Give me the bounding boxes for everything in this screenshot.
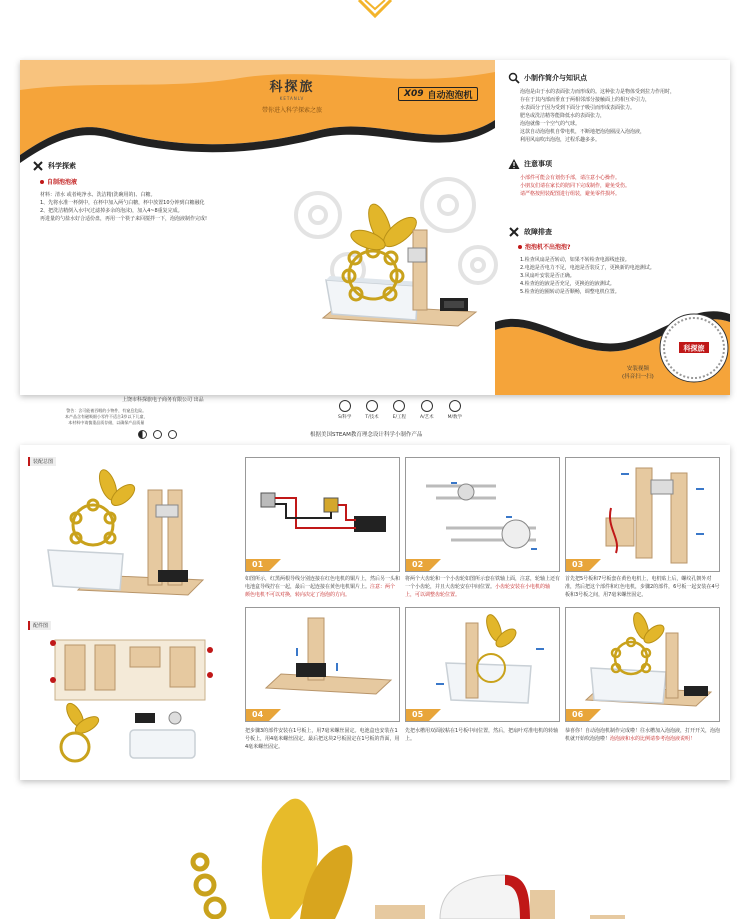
warning-line: 本产品含有磁吸细小零件不适合3岁以下儿童， [65,414,148,419]
warning-block [65,408,148,426]
caution-line: 小部件可能会有划伤手部，请注意小心操作。 [520,175,621,181]
gear-axle-illustration [406,458,561,573]
steam-label: T/技术 [365,415,379,420]
install-line2: (抖音扫一扫) [622,374,654,380]
step-box [245,457,400,572]
step-box [565,607,720,722]
knowledge-line: 水表面分子因为受到下面分子吸引而形成表面张力。 [520,105,636,111]
knowledge-line: 泡泡是由于水的表面张力而形成的。这种张力是物体受到拉力作用时， [520,89,676,95]
completed-machine-illustration [566,608,721,723]
step-text: 先把水槽用双面胶粘在1号板中间位置，然后，把扇叶对准电机的转轴上。 [405,728,559,742]
tub-fan-illustration [406,608,561,723]
explore-line: 2、把洗洁精倒入水中(过滤掉多余的泡沫)，加入4~8重复完成。 [40,208,183,214]
top-chevron-icon [355,0,395,22]
brand-title: 科探旅 [269,80,315,95]
bubble-machine-illustration [318,200,478,340]
knowledge-line: 利用风扇吹出泡泡，过程乐趣多多。 [520,137,601,143]
step-description [405,575,560,599]
knowledge-heading [508,72,587,84]
steam-label: A/艺术 [420,415,434,420]
knowledge-line: 存在于其内部而垂直于两相邻部分接触面上的相互牵引力， [520,97,651,103]
step-number: 03 [566,559,589,571]
yin-yang-icon [138,430,147,439]
steam-label: E/工程 [392,415,406,420]
wiring-diagram-illustration [246,458,401,573]
brand-block [252,76,332,114]
steam-line: 根据美国STEAM教育理念设计科学小制作产品 [310,432,423,438]
bottom-product-closeup [0,790,750,919]
base-mount-illustration [246,608,401,723]
knowledge-body [520,88,675,144]
warning-line: 警告：含可能被吞咽的小物件，有窒息危险。 [66,408,147,413]
knowledge-line: 肥皂或洗洁精等能降低水的表面张力， [520,113,606,119]
step-text: 如图所示，红黑两根导线分别连接在红色电机的铜片上，然后另一头和电池盒导线拧在一起，最后一起连接在黄色电机铜片上。 [245,576,401,590]
steam-item-engineering [393,400,406,420]
steam-item-technology [365,400,378,420]
motor-board-illustration [566,458,721,573]
caution-line: 请严格按照装配图进行组装，避免零件损坏。 [520,191,621,197]
steam-label: S/科学 [338,415,352,420]
product-tag [398,87,478,101]
engineering-icon [393,400,405,412]
troubleshoot-line: 1.检查风扇是否转动，如果不转检查电源线连接。 [520,257,630,263]
caution-line: 小朋友们请在家长的陪同下完成制作，避免受伤。 [520,183,631,189]
step-description [565,727,720,743]
brand-slogan: 带你进入科学探索之旅 [261,107,322,114]
install-video-label [622,365,654,381]
overview-label: 装配总图 [28,457,56,466]
explore-line: 再进量的勺盐水好合适份盘，再用一个筷子来回搅拌一下，泡泡液制作完成! [40,216,208,222]
step-box [405,457,560,572]
step-description [245,727,400,751]
knowledge-line: 泡泡就像一个空气的气球。 [520,121,581,127]
steam-label: M/数学 [447,415,463,420]
troubleshoot-subheading: 泡泡机不出泡泡? [518,242,570,251]
brand-subtitle: KETANLV [279,96,305,101]
troubleshoot-line: 5.检查泡泡圈转动是否顺畅，调整电机位置。 [520,289,620,295]
technology-icon [366,400,378,412]
qr-label: 科探旅 [683,344,705,353]
step-description [245,575,400,599]
caution-heading-text: 注意事项 [524,160,552,168]
product-code: X09 [404,89,424,99]
product-name: 自动泡泡机 [427,90,473,101]
explore-heading-text: 科学探索 [48,162,76,170]
steam-item-math [448,400,462,420]
step-box [245,607,400,722]
science-icon [339,400,351,412]
tools-icon [32,160,44,172]
company-name: 上饶市科探旅电子商务有限公司 出品 [122,397,204,403]
ce-mark-icon [153,430,162,439]
knowledge-line: 这款自动泡泡机自带电机，不断地把泡泡圈浸入泡泡液， [520,129,646,135]
step-note: 注意：两个颜色电机不可以对换，转向决定了泡泡的方向。 [245,584,396,598]
warning-line: 本材料中请慎重品质存储，以确保产品质量 [68,420,145,425]
art-icon [421,400,433,412]
step-number: 05 [406,709,429,721]
step-note: 泡泡液和水的比例请参考泡泡液说明！ [610,736,696,742]
step-text: 恭喜你！自动泡泡机制作完成啦！往水槽加入泡泡液，打开开关，泡泡机就开始吹泡泡啦！ [565,728,721,742]
math-icon [449,400,461,412]
explore-body [40,191,207,223]
step-text: 把步骤3的部件安装在1号板上，用7毫米螺丝固定。电池盒也安装在1号板上，用4毫米螺丝固定。最后把这块2号板固定在1号板的背面，用4毫米螺丝固定。 [245,728,400,750]
warning-icon [508,158,520,170]
step-number: 02 [406,559,429,571]
assembly-overview-illustration [38,470,208,610]
parts-label: 配件图 [28,621,51,630]
troubleshoot-line: 4.检查泡泡液是否充足，更换泡泡液测试。 [520,281,615,287]
wrench-icon [508,226,520,238]
step-description [405,727,560,743]
explore-line: 材料：清水 或者纯净水、洗洁精(洗碗用的)、白糖。 [40,192,156,198]
step-number: 06 [566,709,589,721]
caution-body [520,174,630,198]
step-number: 01 [246,559,269,571]
recycle-icon [168,430,177,439]
knowledge-heading-text: 小制作简介与知识点 [524,74,587,82]
step-box [405,607,560,722]
explore-heading [32,160,76,172]
magnifier-icon [508,72,520,84]
caution-heading [508,158,552,170]
certification-icons [138,430,177,439]
troubleshoot-body [520,256,655,296]
step-description [565,575,720,599]
install-video-qr-code[interactable] [657,310,731,388]
steam-item-science [338,400,351,420]
install-line1: 安装视频 [626,366,649,372]
steam-icon-row [338,400,462,420]
step-note: 小齿轮安装在小电机的轴上，可以调整齿轮位置。 [405,584,551,598]
instruction-sheet-front [20,60,730,438]
step-text: 将两个大齿轮和一个小齿轮如图所示套在铁轴上面，注意，轮轴上还有一个小齿轮，并且大齿轮安在中间位置。 [405,576,561,590]
troubleshoot-line: 2.电池是否电力不足，电池是否装反了，更换新的电池测试。 [520,265,655,271]
parts-diagram-illustration [35,635,215,765]
step-text: 首先把5号板和7号板套在黄色电机上，电机贴上后，螺纹孔朝外对准，然后把这个部件和红色电机，步骤2的部件，6号板一起安装在4号板和3号板之间，用7毫米螺丝固定。 [565,576,720,598]
troubleshoot-line: 3.风扇叶安装是否正确。 [520,273,575,279]
troubleshoot-heading-text: 故障排查 [524,228,552,236]
step-box [565,457,720,572]
explore-line: 1、先将水准一杯倒中，在杯中加入两勺白糖，杯中放置10分钟到白糖融化 [40,200,205,206]
step-number: 04 [246,709,269,721]
steam-item-art [420,400,434,420]
instruction-sheet-back [20,445,730,780]
explore-subheading: 自制泡泡液 [40,177,77,186]
troubleshoot-heading [508,226,552,238]
